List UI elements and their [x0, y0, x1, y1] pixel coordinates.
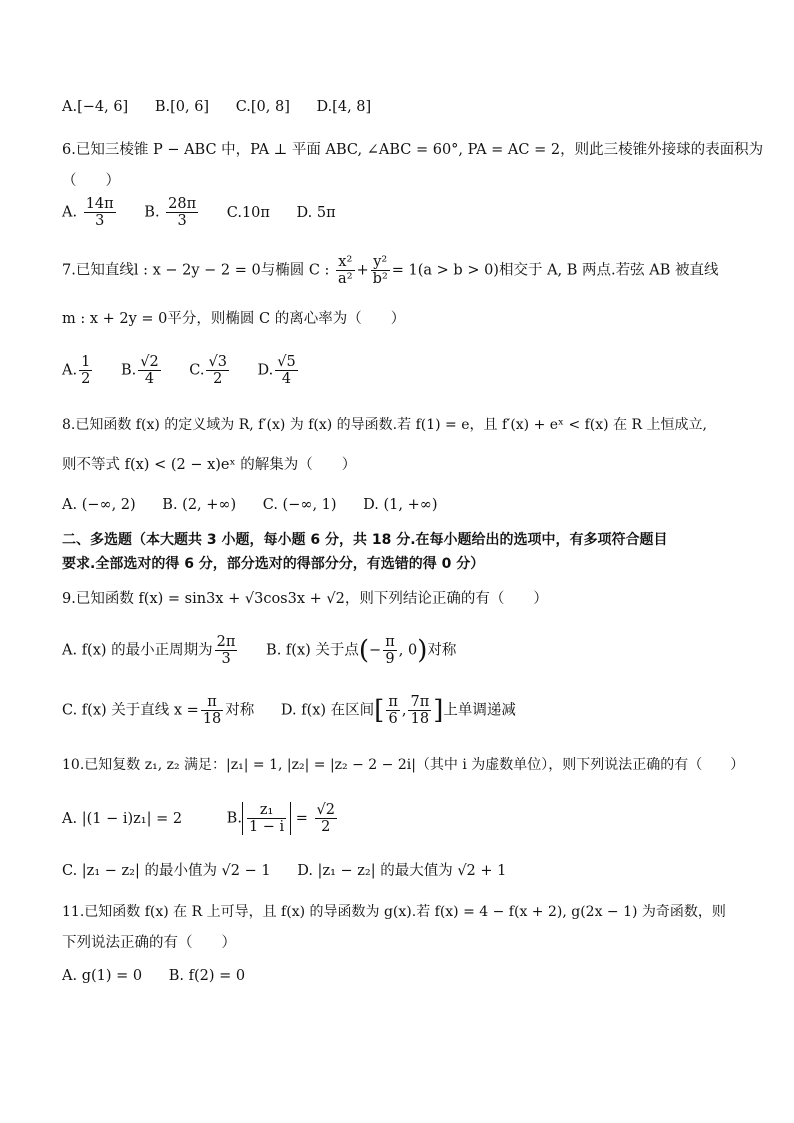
- q9-stem: 9.已知函数 f(x) = sin3x + √3cos3x + √2，则下列结论正确的有（ ）: [62, 591, 548, 607]
- q8-options: [62, 494, 459, 516]
- q9-option-c: [62, 694, 254, 727]
- q10-options-ab: [62, 802, 361, 835]
- q9-option-d-den-2: 18: [410, 711, 430, 727]
- q9-option-b-den: 9: [385, 651, 395, 667]
- q6-option-a-fraction: [84, 196, 116, 229]
- q9-option-c-post: 对称: [225, 702, 255, 719]
- q7-option-c-label: C.: [189, 362, 205, 379]
- q7-option-b-den: 4: [144, 371, 155, 387]
- q9-options-cd: [62, 694, 538, 727]
- q5-option-a: A.[−4, 6]: [62, 99, 129, 115]
- q9-option-a-num: 2π: [216, 634, 236, 650]
- q7-stem-2: [62, 308, 405, 330]
- q6-option-b-fraction: [166, 196, 198, 229]
- q10-option-b-rnum: √2: [316, 802, 336, 818]
- q6-stem: [62, 139, 763, 161]
- q7-stem: 7.已知直线l : x − 2y − 2 = 0与椭圆 C : $\frac{\text{x²}}{\text{a²}}$ + $\frac{\text{y²}}{\text{b²}}$ = 1(a > b > 0)相交于 A, B 两点.若弦 AB 被直线: [62, 254, 719, 287]
- q10-option-a: A. |(1 − i)z₁| = 2: [62, 810, 183, 827]
- q10-option-b-label: B.: [226, 810, 242, 827]
- q11-option-b: B. f(2) = 0: [168, 968, 246, 984]
- q9-option-a: [62, 634, 239, 667]
- q9-option-d-fraction-2: [408, 694, 431, 727]
- q11-options: [62, 965, 267, 987]
- q7-option-b-fraction: [138, 354, 160, 387]
- q9-option-b-post: 对称: [427, 642, 457, 659]
- q6-paren: （ ）: [62, 173, 120, 189]
- q7-line-l: l : x − 2y − 2 = 0: [133, 262, 261, 279]
- q9-option-c-den: 18: [202, 711, 222, 727]
- q8-option-c: C. (−∞, 1): [262, 497, 337, 513]
- q7-p2: 与椭圆 C :: [260, 262, 335, 279]
- section-2-heading-1: 二、多选题（本大题共 3 小题，每小题 6 分，共 18 分.在每小题给出的选项中，有多项符合题目: [62, 532, 668, 548]
- q6-options: [62, 196, 358, 229]
- q9-option-c-text: C. f(x) 关于直线 x =: [62, 702, 199, 719]
- q9-option-b-fraction: [383, 634, 397, 667]
- q9-option-d: D. f(x) 在区间[ $\frac{\pi}{6}$ , $\frac{7\pi}{18}$ ]上单调递减: [280, 694, 516, 727]
- q10-options-cd: [62, 860, 528, 882]
- q7-option-a-num: 1: [81, 354, 91, 370]
- q6-option-a: [62, 196, 118, 229]
- q7-p3: 相交于 A, B 两点.若弦 AB 被直线: [498, 262, 719, 279]
- q6-option-b-num: 28π: [168, 196, 197, 212]
- q7-option-a-den: 2: [81, 371, 91, 387]
- q9-option-b-text: B. f(x) 关于点: [266, 642, 359, 659]
- q5-option-c: C.[0, 8]: [235, 99, 290, 115]
- q10-option-b-abs: [242, 802, 291, 835]
- q9-option-a-fraction: [215, 634, 238, 667]
- q7-option-d: [258, 354, 300, 387]
- q7-option-a-fraction: [79, 354, 92, 387]
- q9-option-a-den: 3: [221, 651, 231, 667]
- q6-option-b-label: B.: [144, 204, 160, 221]
- q7-option-d-label: D.: [257, 362, 274, 379]
- q8-option-b: B. (2, +∞): [162, 497, 237, 513]
- q7-options: [62, 354, 322, 387]
- q5-options: [62, 96, 393, 118]
- q9-option-b: B. f(x) 关于点(− $\frac{\pi}{9}$ , 0)对称: [266, 634, 457, 667]
- q7-ellipse-y-term: $\frac{\text{y²}}{\text{b²}}$: [372, 254, 388, 287]
- q8-stem-1: 8.已知函数 f(x) 的定义域为 R, f′(x) 为 f(x) 的导函数.若 f(1) = e，且 f′(x) + eˣ < f(x) 在 R 上恒成立,: [62, 417, 707, 433]
- q7-p1: 7.已知直线: [62, 262, 134, 279]
- q7-option-c-fraction: [206, 354, 228, 387]
- q10-option-b-den: 1 − i: [248, 819, 285, 835]
- q6-prefix: 6.已知三棱锥: [62, 142, 153, 158]
- q10-option-b: B. $\frac{\text{z₁}}{1 - i}$ = $\frac{√2}{2}$: [226, 802, 336, 835]
- q9-option-a-text: A. f(x) 的最小正周期为: [62, 642, 213, 659]
- q6-condition: P − ABC 中，PA ⊥ 平面 ABC, ∠ABC = 60°, PA = AC = 2: [152, 142, 561, 158]
- q7-option-b-label: B.: [120, 362, 137, 379]
- q9-option-c-num: π: [201, 694, 223, 711]
- q9-option-d-den-1: 6: [388, 711, 398, 727]
- q8-stem-2: 则不等式 f(x) < (2 − x)eˣ 的解集为（ ）: [62, 457, 357, 473]
- q7-option-c-num: √3: [208, 354, 227, 370]
- q8-option-a: A. (−∞, 2): [62, 497, 136, 513]
- q7-ellipse-cond: = 1(a > b > 0): [391, 262, 499, 279]
- q6-suffix: ，则此三棱锥外接球的表面积为: [560, 142, 764, 158]
- q6-option-c: C.10π: [226, 204, 270, 221]
- q7-option-c-den: 2: [213, 371, 223, 387]
- q6-option-d: D. 5π: [296, 204, 336, 221]
- q5-option-b: B.[0, 6]: [154, 99, 210, 115]
- q9-option-b-num: π: [385, 634, 395, 650]
- q7-ellipse-x-term: $\frac{\text{x²}}{\text{a²}}$: [338, 254, 353, 287]
- q10-option-b-fraction: [247, 802, 286, 835]
- q10-stem: 10.已知复数 z₁, z₂ 满足：|z₁| = 1, |z₂| = |z₂ − 2 − 2i|（其中 i 为虚数单位），则下列说法正确的有（ ）: [62, 757, 745, 773]
- q7-option-c: [189, 354, 231, 387]
- q6-option-b-den: 3: [177, 213, 187, 229]
- q10-option-c: C. |z₁ − z₂| 的最小值为 √2 − 1: [62, 863, 271, 879]
- q9-options-ab: [62, 634, 478, 667]
- q9-option-d-fraction-1: [386, 694, 400, 727]
- q9-option-d-post: 上单调递减: [443, 702, 516, 719]
- q6-option-a-den: 3: [95, 213, 105, 229]
- q7-option-d-num: √5: [277, 354, 296, 370]
- q6-option-a-num: 14π: [85, 196, 114, 212]
- q10-option-b-rhs: [315, 802, 337, 835]
- q7-option-b: [121, 354, 163, 387]
- q6-option-b: [144, 196, 200, 229]
- q9-option-c-fraction: [201, 694, 223, 727]
- q9-option-d-num-1: π: [388, 694, 398, 710]
- q7-p4: 平分，则椭圆 C 的离心率为（ ）: [167, 311, 406, 327]
- q6-option-a-label: A.: [62, 204, 78, 221]
- q10-option-b-num: z₁: [247, 802, 286, 819]
- q9-option-d-num-2: 7π: [410, 694, 430, 710]
- q10-option-b-rden: 2: [321, 819, 331, 835]
- q9-option-d-text: D. f(x) 在区间: [280, 702, 375, 719]
- q7-option-d-fraction: [275, 354, 297, 387]
- q11-option-a: A. g(1) = 0: [62, 968, 143, 984]
- q7-option-a-label: A.: [62, 362, 78, 379]
- q8-option-d: D. (1, +∞): [363, 497, 438, 513]
- q7-option-d-den: 4: [281, 371, 292, 387]
- q7-line-m: m : x + 2y = 0: [62, 311, 168, 327]
- q7-option-a: [62, 354, 94, 387]
- q11-stem-1: 11.已知函数 f(x) 在 R 上可导，且 f(x) 的导函数为 g(x).若 f(x) = 4 − f(x + 2), g(2x − 1) 为奇函数，则: [62, 904, 726, 920]
- section-2-heading-2: 要求.全部选对的得 6 分，部分选对的得部分分，有选错的得 0 分）: [62, 556, 485, 572]
- q5-option-d: D.[4, 8]: [316, 99, 372, 115]
- q7-option-b-num: √2: [140, 354, 159, 370]
- q10-option-d: D. |z₁ − z₂| 的最大值为 √2 + 1: [297, 863, 507, 879]
- q11-stem-2: 下列说法正确的有（ ）: [62, 935, 236, 951]
